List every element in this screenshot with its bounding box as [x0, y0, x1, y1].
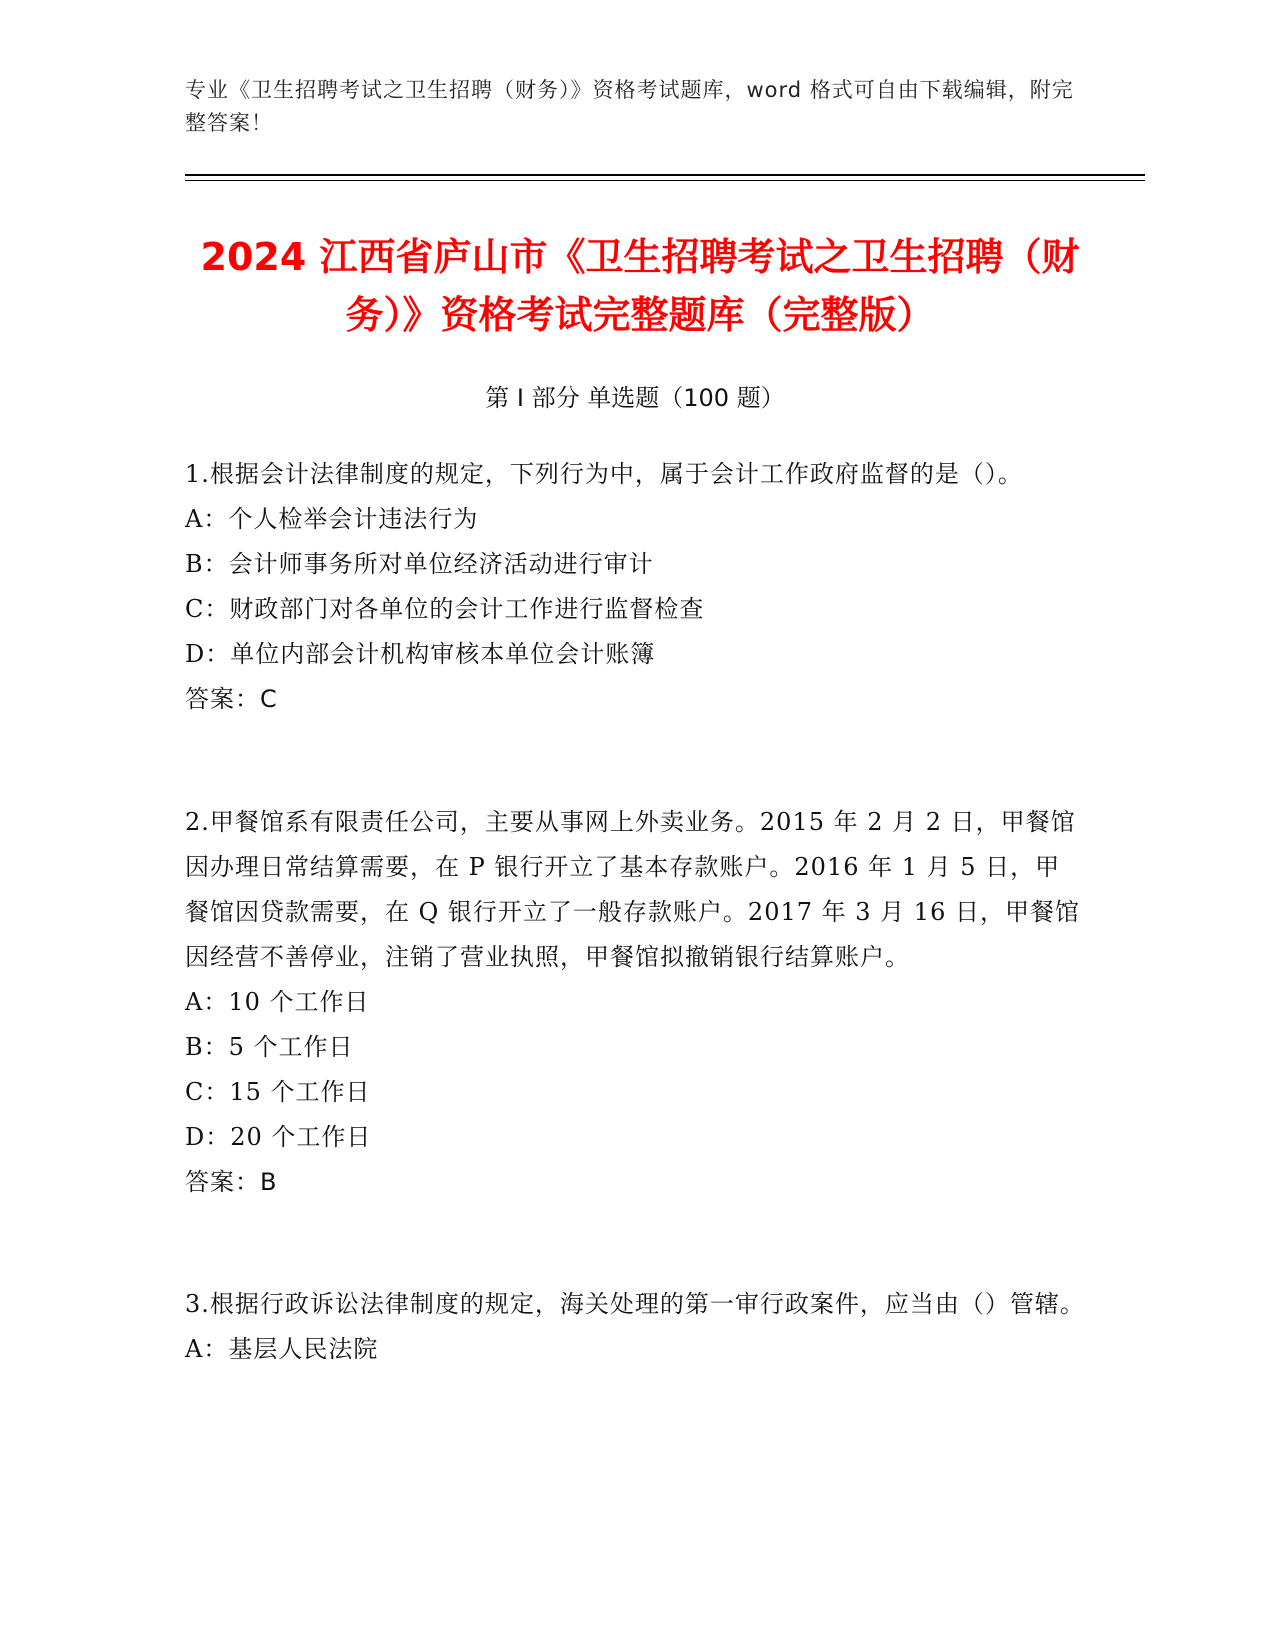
question-stem: 2.甲餐馆系有限责任公司，主要从事网上外卖业务。2015 年 2 月 2 日，甲餐馆因办理日常结算需要，在 P 银行开立了基本存款账户。2016 年 1 月 5 日，甲餐馆因贷款需要，在 Q 银行开立了一般存款账户。2017 年 3 月 16 日，甲餐馆因经营不善停业，注销了营业执照，甲餐馆拟撤销银行结算账户。 — [185, 808, 1080, 971]
option-a: A：10 个工作日 — [185, 988, 370, 1016]
option-d: D：20 个工作日 — [185, 1123, 372, 1151]
document-title: 2024 江西省庐山市《卫生招聘考试之卫生招聘（财务）》资格考试完整题库（完整版） — [200, 235, 1080, 337]
option-d: D：单位内部会计机构审核本单位会计账簿 — [185, 640, 656, 668]
answer: 答案：C — [185, 685, 278, 713]
question-1 — [185, 452, 1085, 722]
option-c: C：15 个工作日 — [185, 1078, 371, 1106]
question-2 — [185, 800, 1085, 1205]
option-a: A：个人检举会计违法行为 — [185, 505, 479, 533]
answer: 答案：B — [185, 1168, 278, 1196]
header-divider-thin — [185, 180, 1145, 181]
option-c: C：财政部门对各单位的会计工作进行监督检查 — [185, 595, 705, 623]
section-heading: 第 I 部分 单选题（100 题） — [485, 384, 785, 412]
header-note: 专业《卫生招聘考试之卫生招聘（财务）》资格考试题库，word 格式可自由下载编辑，附完整答案！ — [185, 78, 1074, 135]
header-divider-thick — [185, 174, 1145, 176]
question-3 — [185, 1282, 1085, 1372]
option-b: B：5 个工作日 — [185, 1033, 354, 1061]
option-a: A：基层人民法院 — [185, 1335, 379, 1363]
option-b: B：会计师事务所对单位经济活动进行审计 — [185, 550, 654, 578]
question-stem: 3.根据行政诉讼法律制度的规定，海关处理的第一审行政案件，应当由（）管辖。 — [185, 1290, 1085, 1318]
question-stem: 1.根据会计法律制度的规定，下列行为中，属于会计工作政府监督的是（）。 — [185, 460, 1023, 488]
